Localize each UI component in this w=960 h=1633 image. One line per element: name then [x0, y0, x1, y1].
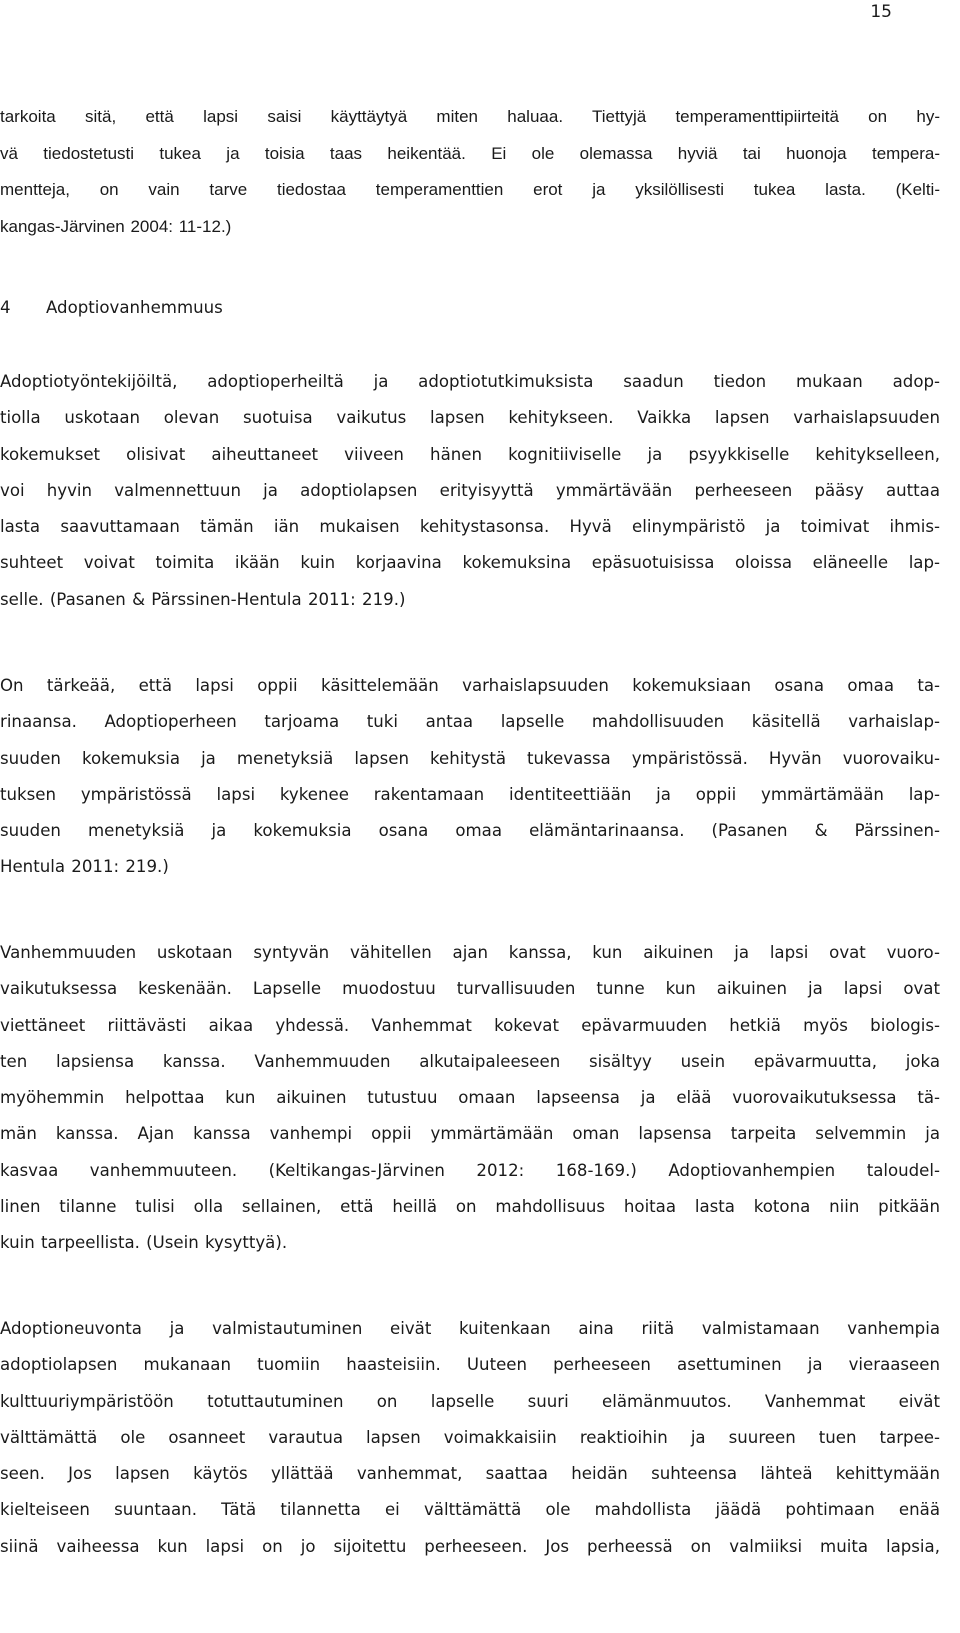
text-line: linen tilanne tulisi olla sellainen, että heillä on mahdollisuus hoitaa lasta kotona niin pitkään [0, 1197, 940, 1217]
text-line: mentteja, on vain tarve tiedostaa temperamenttien erot ja yksilöllisesti tukea lasta. (Kelti- [0, 180, 940, 199]
text-line: Adoptioneuvonta ja valmistautuminen eivät kuitenkaan aina riitä valmistamaan vanhempia [0, 1319, 940, 1338]
text-line: seen. Jos lapsen käytös yllättää vanhemmat, saattaa heidän suhteensa lähteä kehittymään [0, 1464, 940, 1484]
text-line: selle. (Pasanen & Pärssinen-Hentula 2011: 219.) [0, 589, 406, 609]
text-line: män kanssa. Ajan kanssa vanhempi oppii ymmärtämään oman lapsensa tarpeita selvemmin ja [0, 1124, 940, 1144]
paragraph-4 [0, 1311, 940, 1565]
text-line: vä tiedostetusti tukea ja toisia taas heikentää. Ei ole olemassa hyviä tai huonoja tempera- [0, 143, 940, 163]
chapter-number: 4 [0, 298, 11, 317]
text-line: voi hyvin valmennettuun ja adoptiolapsen erityisyyttä ymmärtävään perheeseen pääsy auttaa [0, 480, 940, 500]
text-line: tuksen ympäristössä lapsi kykenee rakentamaan identiteettiään ja oppii ymmärtämään lap- [0, 784, 940, 804]
text-line: kuin tarpeellista. (Usein kysyttyä). [0, 1233, 288, 1253]
text-line: rinaansa. Adoptioperheen tarjoama tuki antaa lapselle mahdollisuuden käsitellä varhaislap- [0, 712, 940, 732]
text-line: kasvaa vanhemmuuteen. (Keltikangas-Järvinen 2012: 168-169.) Adoptiovanhempien taloudel- [0, 1160, 940, 1180]
text-line: myöhemmin helpottaa kun aikuinen tutustuu omaan lapseensa ja elää vuorovaikutuksessa tä- [0, 1088, 940, 1108]
text-line: ten lapsiensa kanssa. Vanhemmuuden alkutaipaleeseen sisältyy usein epävarmuutta, joka [0, 1051, 940, 1071]
text-line: siinä vaiheessa kun lapsi on jo sijoitettu perheeseen. Jos perheessä on valmiiksi muita lapsia, [0, 1536, 940, 1556]
text-line: tarkoita sitä, että lapsi saisi käyttäytyä miten haluaa. Tiettyjä temperamenttipiirteitä on hy- [0, 107, 940, 126]
text-line: välttämättä ole osanneet varautua lapsen voimakkaisiin reaktioihin ja suureen tuen tarpee- [0, 1427, 940, 1447]
text-line: vaikutuksessa keskenään. Lapselle muodostuu turvallisuuden tunne kun aikuinen ja lapsi ovat [0, 979, 940, 999]
text-line: tiolla uskotaan olevan suotuisa vaikutus lapsen kehitykseen. Vaikka lapsen varhaislapsuuden [0, 408, 940, 428]
page-number: 15 [870, 2, 892, 22]
text-line: kokemukset olisivat aiheuttaneet viiveen hänen kognitiiviselle ja psyykkiselle kehitykselleen, [0, 444, 940, 464]
text-line: lasta saavuttamaan tämän iän mukaisen kehitystasonsa. Hyvä elinympäristö ja toimivat ihmis- [0, 517, 940, 537]
text-line: kangas-Järvinen 2004: 11-12.) [0, 216, 232, 236]
text-line: Hentula 2011: 219.) [0, 857, 169, 877]
text-line: Adoptiotyöntekijöiltä, adoptioperheiltä ja adoptiotutkimuksista saadun tiedon mukaan adop- [0, 372, 940, 391]
text-line: kulttuuriympäristöön totuttautuminen on lapselle suuri elämänmuutos. Vanhemmat eivät [0, 1391, 940, 1411]
paragraph-intro [0, 99, 940, 245]
text-line: kielteiseen suuntaan. Tätä tilannetta ei välttämättä ole mahdollista jäädä pohtimaan enää [0, 1500, 940, 1520]
text-line: suuden kokemuksia ja menetyksiä lapsen kehitystä tukevassa ympäristössä. Hyvän vuorovaiku- [0, 748, 940, 768]
paragraph-3 [0, 935, 940, 1262]
chapter-heading [0, 290, 223, 326]
paragraph-2 [0, 668, 940, 886]
text-line: suhteet voivat toimita ikään kuin korjaavina kokemuksina epäsuotuisissa oloissa eläneelle lap- [0, 553, 940, 573]
text-line: viettäneet riittävästi aikaa yhdessä. Vanhemmat kokevat epävarmuuden hetkiä myös biologis- [0, 1015, 940, 1035]
text-line: Vanhemmuuden uskotaan syntyvän vähitellen ajan kanssa, kun aikuinen ja lapsi ovat vuoro- [0, 943, 940, 962]
chapter-title: Adoptiovanhemmuus [46, 298, 223, 317]
paragraph-1 [0, 364, 940, 618]
text-line: On tärkeää, että lapsi oppii käsittelemään varhaislapsuuden kokemuksiaan osana omaa ta- [0, 676, 940, 695]
text-line: suuden menetyksiä ja kokemuksia osana omaa elämäntarinaansa. (Pasanen & Pärssinen- [0, 821, 940, 841]
text-line: adoptiolapsen mukanaan tuomiin haasteisiin. Uuteen perheeseen asettuminen ja vieraaseen [0, 1355, 940, 1375]
